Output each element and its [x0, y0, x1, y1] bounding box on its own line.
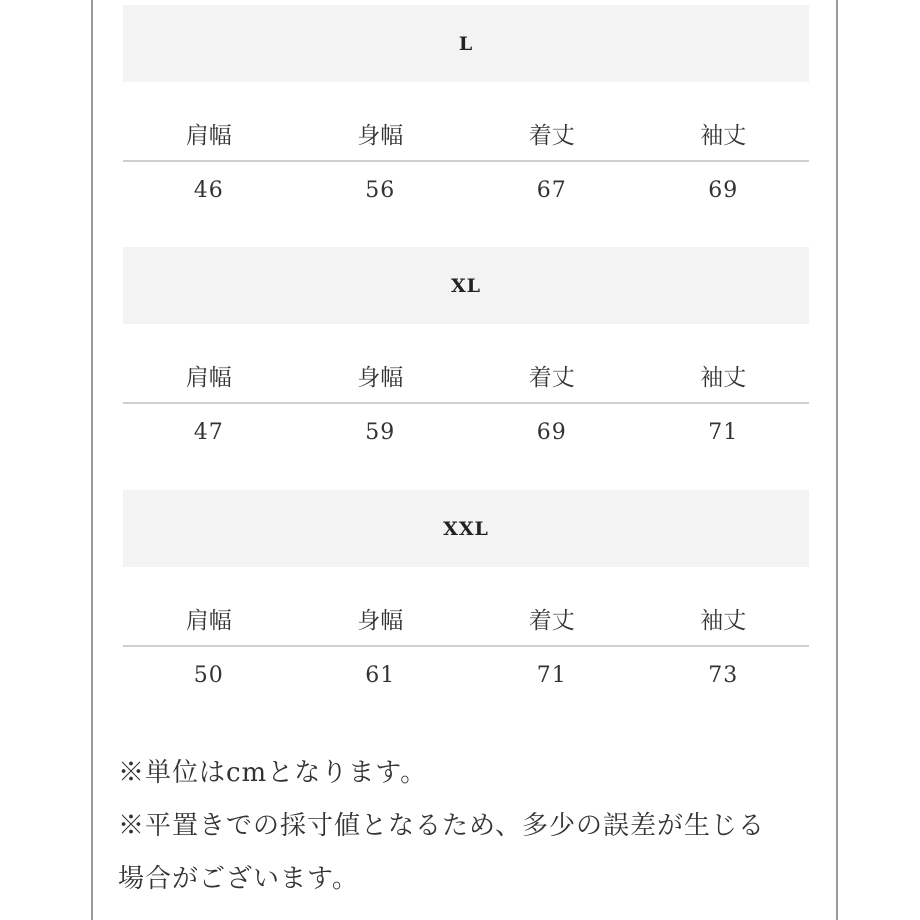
column-header-sleeve: 袖丈	[700, 123, 747, 149]
column-header-length: 着丈	[528, 123, 575, 149]
measurement-note-line1: ※平置きでの採寸値となるため、多少の誤差が生じる	[118, 811, 765, 841]
value-body-width: 61	[365, 662, 396, 688]
column-header-body-width: 身幅	[357, 365, 404, 391]
column-header-shoulder: 肩幅	[185, 365, 232, 391]
unit-note: ※単位はcmとなります。	[118, 758, 428, 788]
size-table-xxl	[123, 490, 809, 703]
column-header-row	[123, 567, 809, 647]
left-border	[91, 0, 93, 920]
column-header-sleeve: 袖丈	[700, 365, 747, 391]
column-header-shoulder: 肩幅	[185, 608, 232, 634]
table-row	[123, 404, 809, 460]
size-header: XL	[123, 247, 809, 324]
value-length: 67	[536, 177, 567, 203]
column-header-length: 着丈	[528, 608, 575, 634]
size-header: L	[123, 5, 809, 82]
column-header-sleeve: 袖丈	[700, 608, 747, 634]
value-length: 69	[536, 419, 567, 445]
value-sleeve: 73	[708, 662, 739, 688]
column-header-length: 着丈	[528, 365, 575, 391]
column-header-row	[123, 324, 809, 404]
column-header-shoulder: 肩幅	[185, 123, 232, 149]
size-table-xl	[123, 247, 809, 460]
column-header-body-width: 身幅	[357, 608, 404, 634]
value-body-width: 59	[365, 419, 396, 445]
right-border	[836, 0, 838, 920]
value-sleeve: 69	[708, 177, 739, 203]
size-table-l	[123, 5, 809, 218]
measurement-note-line2: 場合がございます。	[118, 864, 359, 894]
value-shoulder: 50	[193, 662, 224, 688]
value-length: 71	[536, 662, 567, 688]
table-row	[123, 647, 809, 703]
table-row	[123, 162, 809, 218]
value-sleeve: 71	[708, 419, 739, 445]
value-shoulder: 47	[193, 419, 224, 445]
value-shoulder: 46	[193, 177, 224, 203]
value-body-width: 56	[365, 177, 396, 203]
column-header-body-width: 身幅	[357, 123, 404, 149]
column-header-row	[123, 82, 809, 162]
size-header: XXL	[123, 490, 809, 567]
